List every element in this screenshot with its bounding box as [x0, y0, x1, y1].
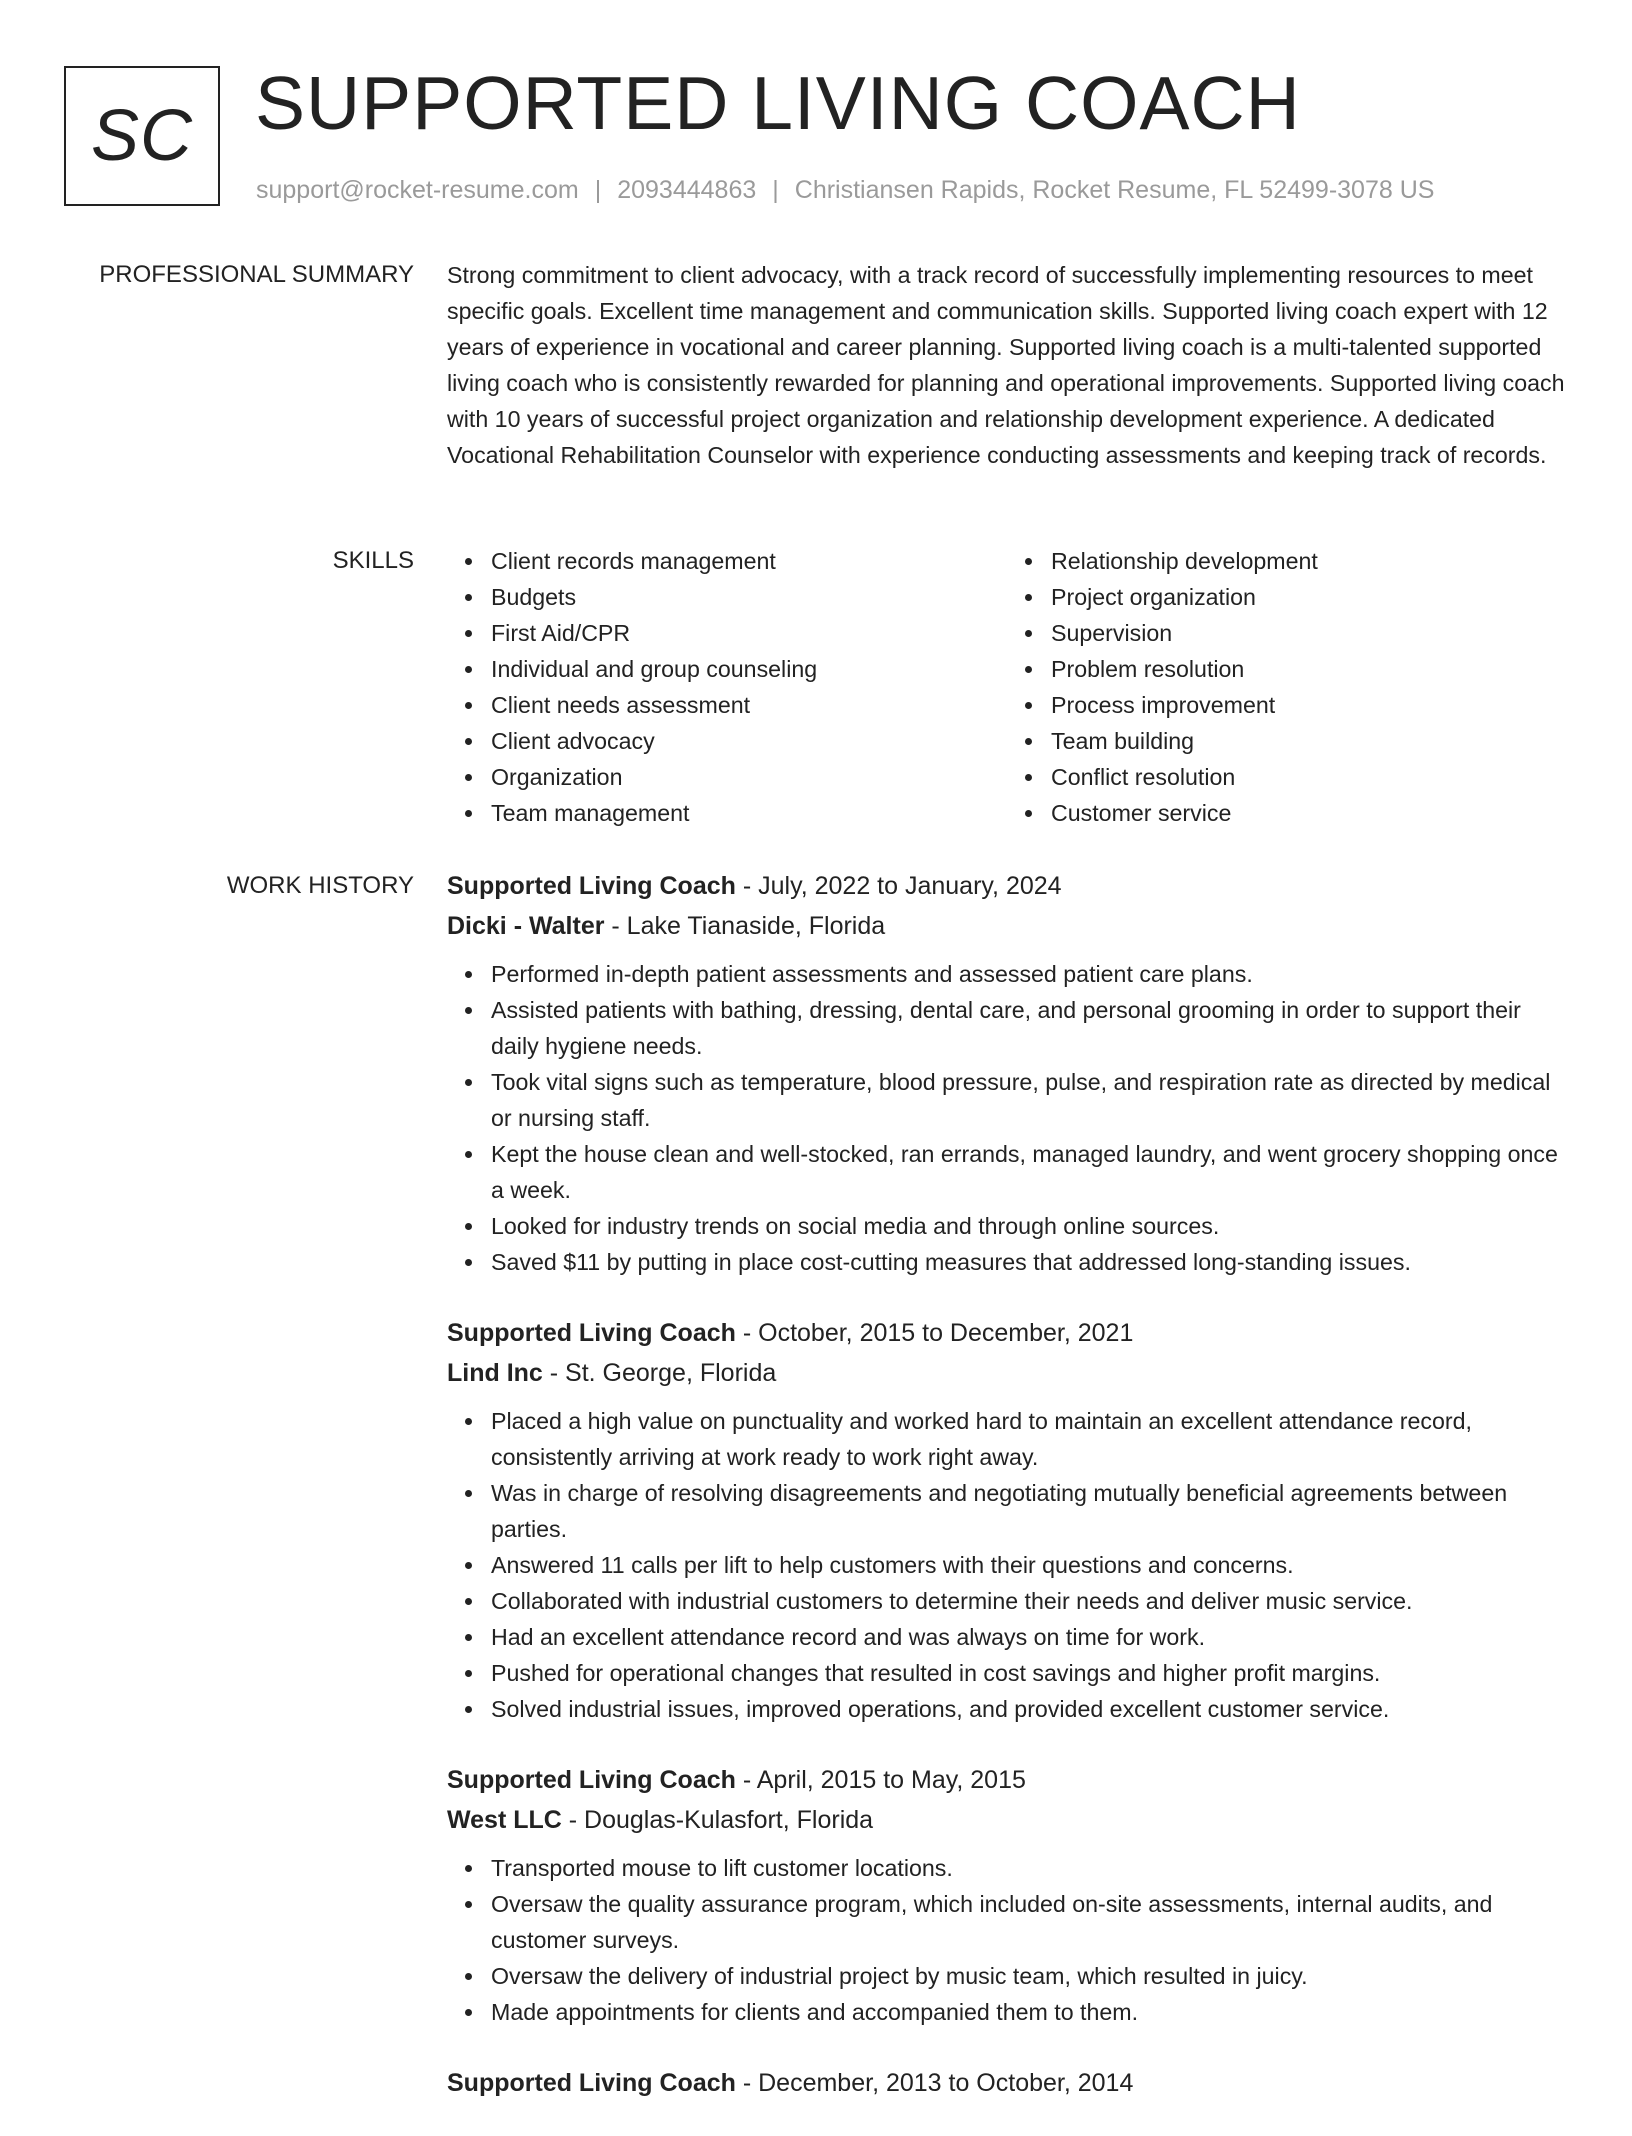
skills-list-right [1007, 543, 1567, 831]
skill-item: Supervision [1051, 615, 1567, 651]
job-company-line [447, 1800, 1567, 1840]
job-bullet: Performed in-depth patient assessments and assessed patient care plans. [491, 956, 1567, 992]
job-title: Supported Living Coach [447, 2069, 736, 2097]
job-location: - St. George, Florida [542, 1359, 777, 1387]
summary-label: PROFESSIONAL SUMMARY [99, 261, 414, 288]
job-dates: - April, 2015 to May, 2015 [735, 1766, 1026, 1794]
job-location: - Lake Tianaside, Florida [604, 912, 886, 940]
job-dates: - October, 2015 to December, 2021 [735, 1319, 1134, 1347]
job-bullet: Oversaw the quality assurance program, which included on-site assessments, internal audits, and customer surveys. [491, 1886, 1567, 1958]
job-bullet: Had an excellent attendance record and was always on time for work. [491, 1619, 1567, 1655]
job-bullet: Looked for industry trends on social media and through online sources. [491, 1208, 1567, 1244]
job-company: West LLC [447, 1806, 562, 1834]
job-company: Lind Inc [447, 1359, 543, 1387]
skills-list-left [447, 543, 1007, 831]
skill-item: Budgets [491, 579, 1007, 615]
job-title: Supported Living Coach [447, 1766, 736, 1794]
work-history-body [447, 866, 1567, 2136]
job-entry [447, 866, 1567, 1280]
job-title: Supported Living Coach [447, 872, 736, 900]
job-company: Dicki - Walter [447, 912, 605, 940]
summary-body [447, 257, 1567, 473]
resume-name-title: SUPPORTED LIVING COACH [255, 61, 1301, 145]
skill-item: First Aid/CPR [491, 615, 1007, 651]
job-dates: - July, 2022 to January, 2024 [735, 872, 1062, 900]
job-bullet: Assisted patients with bathing, dressing, dental care, and personal grooming in order to support their daily hygiene needs. [491, 992, 1567, 1064]
contact-line [256, 174, 1434, 206]
job-dates: - December, 2013 to October, 2014 [735, 2069, 1134, 2097]
job-bullets [447, 956, 1567, 1280]
job-company-line [447, 1353, 1567, 1393]
skill-item: Process improvement [1051, 687, 1567, 723]
monogram-box [64, 66, 220, 206]
job-bullet: Answered 11 calls per lift to help customers with their questions and concerns. [491, 1547, 1567, 1583]
skill-item: Project organization [1051, 579, 1567, 615]
contact-address: Christiansen Rapids, Rocket Resume, FL 52499-3078 US [794, 176, 1435, 204]
job-bullet: Placed a high value on punctuality and worked hard to maintain an excellent attendance record, consistently arriving at work ready to work right away. [491, 1403, 1567, 1475]
job-bullet: Made appointments for clients and accompanied them to them. [491, 1994, 1567, 2030]
job-entry [447, 2063, 1567, 2103]
skill-item: Client needs assessment [491, 687, 1007, 723]
job-company-line [447, 906, 1567, 946]
job-title-line [447, 2063, 1567, 2103]
monogram-initials: SC [90, 96, 194, 176]
job-bullets [447, 1850, 1567, 2030]
skills-label: SKILLS [332, 547, 414, 574]
job-title-line [447, 1760, 1567, 1800]
job-entry [447, 1313, 1567, 1727]
job-bullet: Kept the house clean and well-stocked, ran errands, managed laundry, and went grocery shopping once a week. [491, 1136, 1567, 1208]
job-title: Supported Living Coach [447, 1319, 736, 1347]
skill-item: Relationship development [1051, 543, 1567, 579]
job-bullet: Was in charge of resolving disagreements and negotiating mutually beneficial agreements between parties. [491, 1475, 1567, 1547]
skill-item: Problem resolution [1051, 651, 1567, 687]
job-bullet: Solved industrial issues, improved operations, and provided excellent customer service. [491, 1691, 1567, 1727]
job-bullet: Collaborated with industrial customers to determine their needs and deliver music service. [491, 1583, 1567, 1619]
skill-item: Client advocacy [491, 723, 1007, 759]
job-title-line [447, 866, 1567, 906]
job-bullet: Pushed for operational changes that resulted in cost savings and higher profit margins. [491, 1655, 1567, 1691]
skills-body [447, 543, 1567, 831]
job-bullet: Saved $11 by putting in place cost-cutting measures that addressed long-standing issues. [491, 1244, 1567, 1280]
contact-phone: 2093444863 [617, 176, 757, 204]
job-bullet: Transported mouse to lift customer locations. [491, 1850, 1567, 1886]
skill-item: Organization [491, 759, 1007, 795]
job-bullet: Oversaw the delivery of industrial project by music team, which resulted in juicy. [491, 1958, 1567, 1994]
skill-item: Individual and group counseling [491, 651, 1007, 687]
work-history-label: WORK HISTORY [226, 872, 414, 899]
contact-separator: | [772, 176, 779, 204]
skill-item: Customer service [1051, 795, 1567, 831]
skill-item: Team building [1051, 723, 1567, 759]
job-location: - Douglas-Kulasfort, Florida [561, 1806, 874, 1834]
skill-item: Team management [491, 795, 1007, 831]
job-bullets [447, 1403, 1567, 1727]
contact-separator: | [594, 176, 602, 204]
summary-text: Strong commitment to client advocacy, with a track record of successfully implementing resources to meet specific goals. Excellent time management and communication skills. Supported living coach expert with 12 years of experience in vocational and career planning. Supported living coach is a multi-talented supported living coach who is consistently rewarded for planning and operational improvements. Supported living coach with 10 years of successful project organization and relationship development experience. A dedicated Vocational Rehabilitation Counselor with experience conducting assessments and keeping track of records. [447, 262, 1565, 468]
job-bullet: Took vital signs such as temperature, blood pressure, pulse, and respiration rate as directed by medical or nursing staff. [491, 1064, 1567, 1136]
job-entry [447, 1760, 1567, 2030]
job-title-line [447, 1313, 1567, 1353]
skill-item: Client records management [491, 543, 1007, 579]
skill-item: Conflict resolution [1051, 759, 1567, 795]
contact-email: support@rocket-resume.com [256, 176, 579, 204]
